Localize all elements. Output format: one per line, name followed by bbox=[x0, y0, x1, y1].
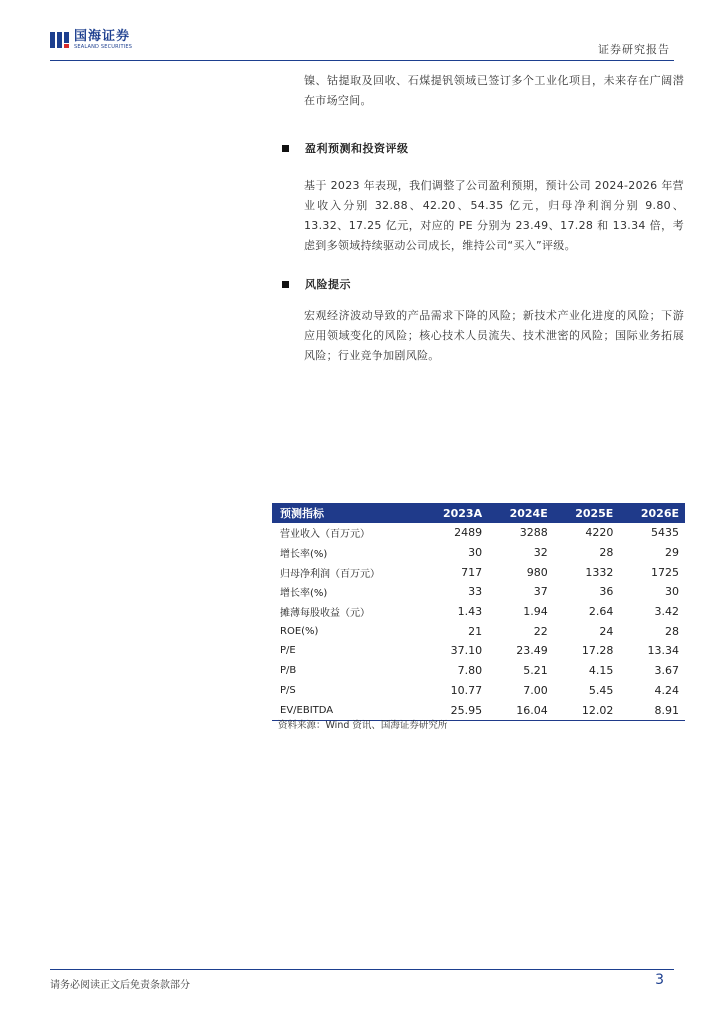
table-cell: 24 bbox=[599, 624, 614, 638]
section-title: 风险提示 bbox=[305, 278, 351, 291]
row-label: 归母净利润（百万元） bbox=[280, 568, 380, 580]
table-cell: 4220 bbox=[585, 526, 614, 540]
row-label: P/S bbox=[280, 684, 296, 696]
square-bullet-icon bbox=[282, 281, 289, 288]
table-cell: 7.80 bbox=[457, 664, 483, 678]
page-header bbox=[0, 0, 724, 62]
section-title: 盈利预测和投资评级 bbox=[305, 142, 409, 155]
table-cell: 12.02 bbox=[554, 700, 620, 720]
table-cell: 1.43 bbox=[457, 605, 483, 619]
table-cell: 28 bbox=[599, 546, 614, 560]
report-type: 证券研究报告 bbox=[598, 43, 670, 56]
table-header-cell: 2026E bbox=[619, 503, 685, 523]
row-label: 营业收入（百万元） bbox=[280, 529, 370, 541]
profit-forecast-heading bbox=[282, 140, 409, 156]
profit-forecast-paragraph: 基于 2023 年表现，我们调整了公司盈利预期，预计公司 2024-2026 年营业收入分别 32.88、42.20、54.35 亿元，归母净利润分别 9.80、13.32、17.25 亿元，对应的 PE 分别为 23.49、17.28 和 13.34 倍，考虑到多领域持续驱动公司成长，维持公司“买入”评级。 bbox=[304, 179, 684, 252]
table-row bbox=[272, 621, 685, 641]
table-row bbox=[272, 523, 685, 543]
row-label: ROE(%) bbox=[280, 625, 319, 637]
row-label: 增长率(%) bbox=[280, 549, 328, 561]
table-cell: 3.42 bbox=[654, 605, 679, 619]
company-logo bbox=[50, 30, 132, 51]
table-cell: 5.21 bbox=[523, 664, 548, 678]
footer-disclaimer: 请务必阅读正文后免责条款部分 bbox=[50, 980, 190, 991]
table-cell: 1725 bbox=[651, 565, 679, 579]
logo-name-cn: 国海证券 bbox=[74, 29, 131, 44]
table-header-cell: 预测指标 bbox=[272, 503, 421, 523]
table-cell: 37 bbox=[533, 585, 548, 599]
row-label: EV/EBITDA bbox=[272, 700, 421, 720]
intro-paragraph: 镍、钴提取及回收、石煤提钒领域已签订多个工业化项目，未来存在广阔潜在市场空间。 bbox=[304, 74, 684, 107]
table-cell: 3288 bbox=[519, 526, 548, 540]
page-number: 3 bbox=[655, 972, 664, 988]
table-cell: 17.28 bbox=[581, 644, 614, 658]
table-cell: 5.45 bbox=[588, 683, 614, 697]
table-cell: 16.04 bbox=[488, 700, 554, 720]
logo-name-en: SEALAND SECURITIES bbox=[74, 44, 133, 50]
table-header-row bbox=[272, 503, 685, 523]
table-cell: 25.95 bbox=[421, 700, 488, 720]
table-cell: 8.91 bbox=[619, 700, 685, 720]
table-cell: 30 bbox=[468, 546, 483, 560]
table-cell: 2489 bbox=[454, 526, 483, 540]
table-cell: 37.10 bbox=[450, 644, 483, 658]
table-row bbox=[272, 602, 685, 622]
table-cell: 7.00 bbox=[523, 683, 548, 697]
row-label: P/B bbox=[280, 665, 297, 677]
table-cell: 3.67 bbox=[654, 664, 679, 678]
table-cell: 980 bbox=[526, 565, 548, 579]
table-header-cell: 2023A bbox=[421, 503, 488, 523]
table-cell: 13.34 bbox=[647, 644, 679, 658]
row-label: P/E bbox=[280, 645, 296, 657]
table-cell: 5435 bbox=[651, 526, 679, 540]
square-bullet-icon bbox=[282, 145, 289, 152]
table-cell: 717 bbox=[461, 565, 483, 579]
table-cell: 32 bbox=[533, 546, 548, 560]
table-cell: 33 bbox=[468, 585, 483, 599]
table-cell: 1.94 bbox=[523, 605, 548, 619]
table-header-cell: 2024E bbox=[488, 503, 554, 523]
table-row bbox=[272, 562, 685, 582]
header-divider bbox=[50, 60, 674, 61]
risk-paragraph: 宏观经济波动导致的产品需求下降的风险；新技术产业化进度的风险；下游应用领域变化的风险；核心技术人员流失、技术泄密的风险；国际业务拓展风险；行业竞争加剧风险。 bbox=[304, 309, 684, 362]
table-header-cell: 2025E bbox=[554, 503, 620, 523]
table-row bbox=[272, 582, 685, 602]
table-cell: 36 bbox=[599, 585, 614, 599]
table-row bbox=[272, 641, 685, 661]
table-cell: 30 bbox=[665, 585, 679, 599]
table-row bbox=[272, 543, 685, 563]
financial-forecast-table bbox=[272, 503, 685, 721]
row-label: 摊薄每股收益（元） bbox=[280, 608, 370, 620]
row-label: 增长率(%) bbox=[280, 588, 328, 600]
table-cell: 29 bbox=[665, 546, 679, 560]
table-cell: 1332 bbox=[585, 565, 614, 579]
footer-divider bbox=[50, 969, 674, 970]
table-cell: 10.77 bbox=[450, 683, 483, 697]
table-row bbox=[272, 681, 685, 701]
table-cell: 22 bbox=[533, 624, 548, 638]
table-cell: 2.64 bbox=[588, 605, 614, 619]
table-cell: 21 bbox=[468, 624, 483, 638]
table-cell: 23.49 bbox=[516, 644, 548, 658]
table-cell: 28 bbox=[665, 624, 679, 638]
table-cell: 4.24 bbox=[654, 683, 679, 697]
risk-heading bbox=[282, 276, 351, 292]
table-row bbox=[272, 661, 685, 681]
table-cell: 4.15 bbox=[588, 664, 614, 678]
logo-icon bbox=[50, 30, 70, 50]
table-source: 资料来源：Wind 资讯、国海证券研究所 bbox=[278, 720, 448, 731]
